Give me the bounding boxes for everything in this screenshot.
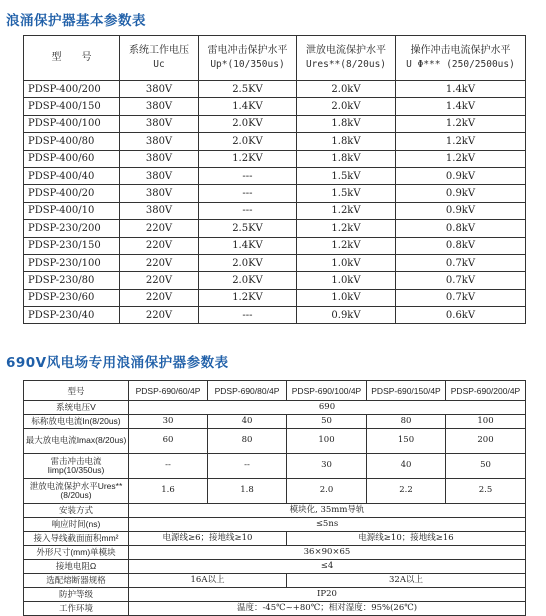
model-cell: PDSP-400/150 bbox=[24, 98, 120, 115]
row-label: 响应时间(ns) bbox=[24, 518, 129, 532]
row-label: 接入导线截面面积mm² bbox=[24, 532, 129, 546]
table2-row bbox=[24, 415, 526, 429]
voltage-cell: 380V bbox=[120, 133, 199, 150]
model-cell: PDSP-400/40 bbox=[24, 167, 120, 184]
table1-row bbox=[24, 81, 526, 98]
row-value: 1.8 bbox=[208, 479, 287, 504]
row-label: 雷击冲击电流Iimp(10/350us) bbox=[24, 454, 129, 479]
voltage-cell: 380V bbox=[120, 202, 199, 219]
row-label: 接地电阻Ω bbox=[24, 560, 129, 574]
row-value: 40 bbox=[367, 454, 446, 479]
row-value: -- bbox=[129, 454, 208, 479]
row-value: 模块化, 35mm导轨 bbox=[129, 504, 526, 518]
row-value: 690 bbox=[129, 401, 526, 415]
discharge-level-cell: 1.0kV bbox=[297, 272, 396, 289]
basic-params-table bbox=[23, 35, 526, 324]
row-label: 泄放电流保护水平Ures**(8/20us) bbox=[24, 479, 129, 504]
table2-title: 690V风电场专用浪涌保护器参数表 bbox=[6, 355, 229, 371]
row-value: 40 bbox=[208, 415, 287, 429]
lightning-level-cell: 2.0KV bbox=[199, 254, 297, 271]
table2-header-cell: PDSP-690/80/4P bbox=[208, 381, 287, 401]
table1-row bbox=[24, 167, 526, 184]
row-value: 2.0 bbox=[287, 479, 367, 504]
voltage-cell: 220V bbox=[120, 307, 199, 324]
table2-header-model: 型号 bbox=[24, 381, 129, 401]
table2-row bbox=[24, 560, 526, 574]
lightning-level-cell: --- bbox=[199, 185, 297, 202]
voltage-cell: 220V bbox=[120, 254, 199, 271]
table1-header-discharge: 泄放电流保护水平 Ures**(8/20us) bbox=[297, 36, 396, 81]
row-value: 150 bbox=[367, 429, 446, 454]
voltage-cell: 380V bbox=[120, 150, 199, 167]
discharge-level-cell: 1.5kV bbox=[297, 167, 396, 184]
voltage-cell: 220V bbox=[120, 237, 199, 254]
table2-row bbox=[24, 479, 526, 504]
table1-row bbox=[24, 272, 526, 289]
row-value: 温度：-45℃~+80℃；相对湿度：95%(26℃) bbox=[129, 602, 526, 616]
row-label: 最大放电电流Imax(8/20us) bbox=[24, 429, 129, 454]
voltage-cell: 220V bbox=[120, 272, 199, 289]
voltage-cell: 380V bbox=[120, 167, 199, 184]
table2-header-cell: PDSP-690/150/4P bbox=[367, 381, 446, 401]
row-value: 32A以上 bbox=[287, 574, 526, 588]
table1-row bbox=[24, 202, 526, 219]
row-value: 50 bbox=[446, 454, 526, 479]
lightning-level-cell: --- bbox=[199, 307, 297, 324]
row-label: 工作环境 bbox=[24, 602, 129, 616]
switching-level-cell: 0.9kV bbox=[396, 185, 526, 202]
row-value: ≤5ns bbox=[129, 518, 526, 532]
row-value: 电源线≥10；接地线≥16 bbox=[287, 532, 526, 546]
discharge-level-cell: 2.0kV bbox=[297, 98, 396, 115]
switching-level-cell: 0.7kV bbox=[396, 289, 526, 306]
lightning-level-cell: --- bbox=[199, 167, 297, 184]
switching-level-cell: 1.2kV bbox=[396, 150, 526, 167]
model-cell: PDSP-230/40 bbox=[24, 307, 120, 324]
table1-title: 浪涌保护器基本参数表 bbox=[6, 13, 146, 29]
table2-row bbox=[24, 401, 526, 415]
table2-header-cell: PDSP-690/100/4P bbox=[287, 381, 367, 401]
row-value: 电源线≥6；接地线≥10 bbox=[129, 532, 287, 546]
table2-row bbox=[24, 574, 526, 588]
row-label: 标称放电电流In(8/20us) bbox=[24, 415, 129, 429]
row-label: 外形尺寸(mm)单模块 bbox=[24, 546, 129, 560]
table1-header-voltage: 系统工作电压 Uc bbox=[120, 36, 199, 81]
switching-level-cell: 0.6kV bbox=[396, 307, 526, 324]
switching-level-cell: 0.8kV bbox=[396, 237, 526, 254]
lightning-level-cell: 2.5KV bbox=[199, 220, 297, 237]
row-value: 30 bbox=[287, 454, 367, 479]
discharge-level-cell: 1.2kV bbox=[297, 237, 396, 254]
row-value: 80 bbox=[367, 415, 446, 429]
model-cell: PDSP-400/60 bbox=[24, 150, 120, 167]
table2-row bbox=[24, 504, 526, 518]
switching-level-cell: 1.4kV bbox=[396, 98, 526, 115]
table2-row bbox=[24, 454, 526, 479]
table1-header-model: 型 号 bbox=[24, 36, 120, 81]
discharge-level-cell: 0.9kV bbox=[297, 307, 396, 324]
lightning-level-cell: --- bbox=[199, 202, 297, 219]
voltage-cell: 380V bbox=[120, 98, 199, 115]
table2-header-row bbox=[24, 381, 526, 401]
row-value: 36×90×65 bbox=[129, 546, 526, 560]
discharge-level-cell: 2.0kV bbox=[297, 81, 396, 98]
voltage-cell: 220V bbox=[120, 220, 199, 237]
table2-row bbox=[24, 602, 526, 616]
lightning-level-cell: 2.0KV bbox=[199, 133, 297, 150]
table2-row bbox=[24, 588, 526, 602]
row-label: 安装方式 bbox=[24, 504, 129, 518]
discharge-level-cell: 1.8kV bbox=[297, 133, 396, 150]
switching-level-cell: 0.7kV bbox=[396, 272, 526, 289]
model-cell: PDSP-400/20 bbox=[24, 185, 120, 202]
table2-header-cell: PDSP-690/60/4P bbox=[129, 381, 208, 401]
row-value: 2.5 bbox=[446, 479, 526, 504]
discharge-level-cell: 1.2kV bbox=[297, 202, 396, 219]
wind-farm-params-table bbox=[23, 380, 526, 616]
row-value: 1.6 bbox=[129, 479, 208, 504]
model-cell: PDSP-400/10 bbox=[24, 202, 120, 219]
voltage-cell: 220V bbox=[120, 289, 199, 306]
switching-level-cell: 1.2kV bbox=[396, 115, 526, 132]
table1-row bbox=[24, 133, 526, 150]
lightning-level-cell: 1.4KV bbox=[199, 237, 297, 254]
switching-level-cell: 0.9kV bbox=[396, 202, 526, 219]
lightning-level-cell: 1.2KV bbox=[199, 150, 297, 167]
row-value: 30 bbox=[129, 415, 208, 429]
voltage-cell: 380V bbox=[120, 115, 199, 132]
switching-level-cell: 0.9kV bbox=[396, 167, 526, 184]
table2-row bbox=[24, 532, 526, 546]
table1-row bbox=[24, 289, 526, 306]
row-value: 50 bbox=[287, 415, 367, 429]
row-label: 选配熔断器规格 bbox=[24, 574, 129, 588]
model-cell: PDSP-230/200 bbox=[24, 220, 120, 237]
discharge-level-cell: 1.8kV bbox=[297, 115, 396, 132]
model-cell: PDSP-400/80 bbox=[24, 133, 120, 150]
row-value: ≤4 bbox=[129, 560, 526, 574]
table1-row bbox=[24, 237, 526, 254]
table2-row bbox=[24, 546, 526, 560]
voltage-cell: 380V bbox=[120, 185, 199, 202]
discharge-level-cell: 1.0kV bbox=[297, 254, 396, 271]
table1-row bbox=[24, 98, 526, 115]
switching-level-cell: 1.2kV bbox=[396, 133, 526, 150]
row-value: 2.2 bbox=[367, 479, 446, 504]
discharge-level-cell: 1.2kV bbox=[297, 220, 396, 237]
table2-row bbox=[24, 429, 526, 454]
row-label: 系统电压V bbox=[24, 401, 129, 415]
switching-level-cell: 1.4kV bbox=[396, 81, 526, 98]
lightning-level-cell: 2.0KV bbox=[199, 115, 297, 132]
discharge-level-cell: 1.0kV bbox=[297, 289, 396, 306]
row-value: 100 bbox=[446, 415, 526, 429]
model-cell: PDSP-400/200 bbox=[24, 81, 120, 98]
table2-header-cell: PDSP-690/200/4P bbox=[446, 381, 526, 401]
switching-level-cell: 0.7kV bbox=[396, 254, 526, 271]
table1-header-lightning: 雷电冲击保护水平 Up*(10/350us) bbox=[199, 36, 297, 81]
model-cell: PDSP-400/100 bbox=[24, 115, 120, 132]
lightning-level-cell: 2.5KV bbox=[199, 81, 297, 98]
lightning-level-cell: 1.4KV bbox=[199, 98, 297, 115]
table2-row bbox=[24, 518, 526, 532]
row-value: 60 bbox=[129, 429, 208, 454]
lightning-level-cell: 1.2KV bbox=[199, 289, 297, 306]
row-label: 防护等级 bbox=[24, 588, 129, 602]
row-value: 100 bbox=[287, 429, 367, 454]
table1-header-row bbox=[24, 36, 526, 81]
table1-row bbox=[24, 307, 526, 324]
switching-level-cell: 0.8kV bbox=[396, 220, 526, 237]
discharge-level-cell: 1.5kV bbox=[297, 185, 396, 202]
row-value: 200 bbox=[446, 429, 526, 454]
table1-row bbox=[24, 150, 526, 167]
discharge-level-cell: 1.8kV bbox=[297, 150, 396, 167]
voltage-cell: 380V bbox=[120, 81, 199, 98]
row-value: -- bbox=[208, 454, 287, 479]
model-cell: PDSP-230/80 bbox=[24, 272, 120, 289]
row-value: IP20 bbox=[129, 588, 526, 602]
model-cell: PDSP-230/100 bbox=[24, 254, 120, 271]
table1-header-switching: 操作冲击电流保护水平 U Φ*** (250/2500us) bbox=[396, 36, 526, 81]
model-cell: PDSP-230/60 bbox=[24, 289, 120, 306]
table1-row bbox=[24, 220, 526, 237]
table1-row bbox=[24, 185, 526, 202]
row-value: 16A以上 bbox=[129, 574, 287, 588]
table1-row bbox=[24, 254, 526, 271]
table1-row bbox=[24, 115, 526, 132]
lightning-level-cell: 2.0KV bbox=[199, 272, 297, 289]
row-value: 80 bbox=[208, 429, 287, 454]
model-cell: PDSP-230/150 bbox=[24, 237, 120, 254]
